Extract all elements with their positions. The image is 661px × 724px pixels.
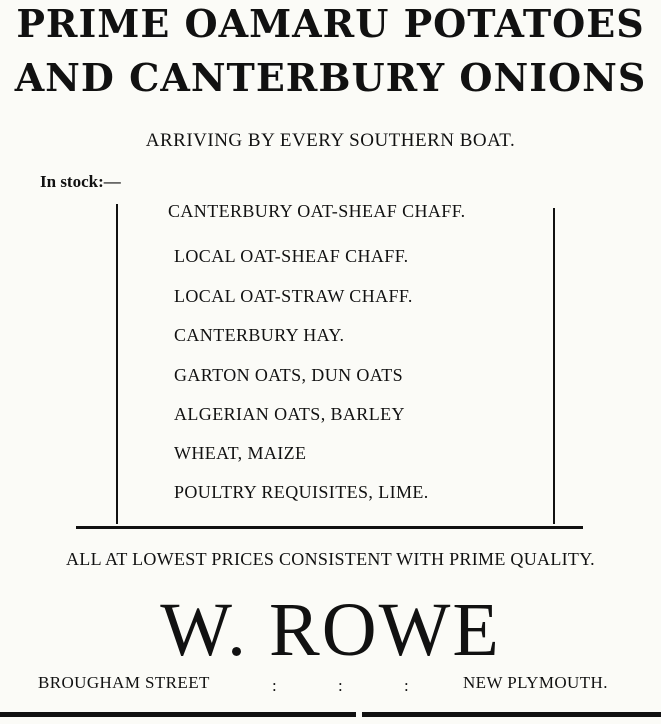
- stock-item: LOCAL OAT-STRAW CHAFF.: [174, 286, 413, 306]
- bottom-border-left: [0, 712, 356, 717]
- address-separator: :: [272, 676, 278, 695]
- stock-item: ALGERIAN OATS, BARLEY: [174, 404, 405, 424]
- in-stock-label: In stock:—: [40, 172, 121, 191]
- box-right-border: [553, 208, 555, 524]
- address-street: BROUGHAM STREET: [38, 673, 210, 692]
- bottom-border-right: [362, 712, 661, 717]
- stock-item: POULTRY REQUISITES, LIME.: [174, 482, 429, 502]
- subheading: ARRIVING BY EVERY SOUTHERN BOAT.: [145, 130, 516, 151]
- address-separator: :: [404, 676, 410, 695]
- section-divider: [76, 526, 583, 529]
- headline-line-2: AND CANTERBURY ONIONS: [14, 55, 647, 100]
- headline-line-1: PRIME OAMARU POTATOES: [16, 1, 645, 46]
- stock-item: CANTERBURY HAY.: [174, 325, 345, 345]
- merchant-name: W. ROWE: [160, 588, 501, 672]
- address-town: NEW PLYMOUTH.: [463, 673, 608, 692]
- stock-item: WHEAT, MAIZE: [174, 443, 307, 463]
- stock-item: CANTERBURY OAT-SHEAF CHAFF.: [168, 201, 466, 221]
- address-separator: :: [338, 676, 344, 695]
- tagline: ALL AT LOWEST PRICES CONSISTENT WITH PRIME QUALITY.: [66, 549, 595, 569]
- stock-item: LOCAL OAT-SHEAF CHAFF.: [174, 246, 409, 266]
- stock-item: GARTON OATS, DUN OATS: [174, 365, 404, 385]
- box-left-border: [116, 204, 118, 524]
